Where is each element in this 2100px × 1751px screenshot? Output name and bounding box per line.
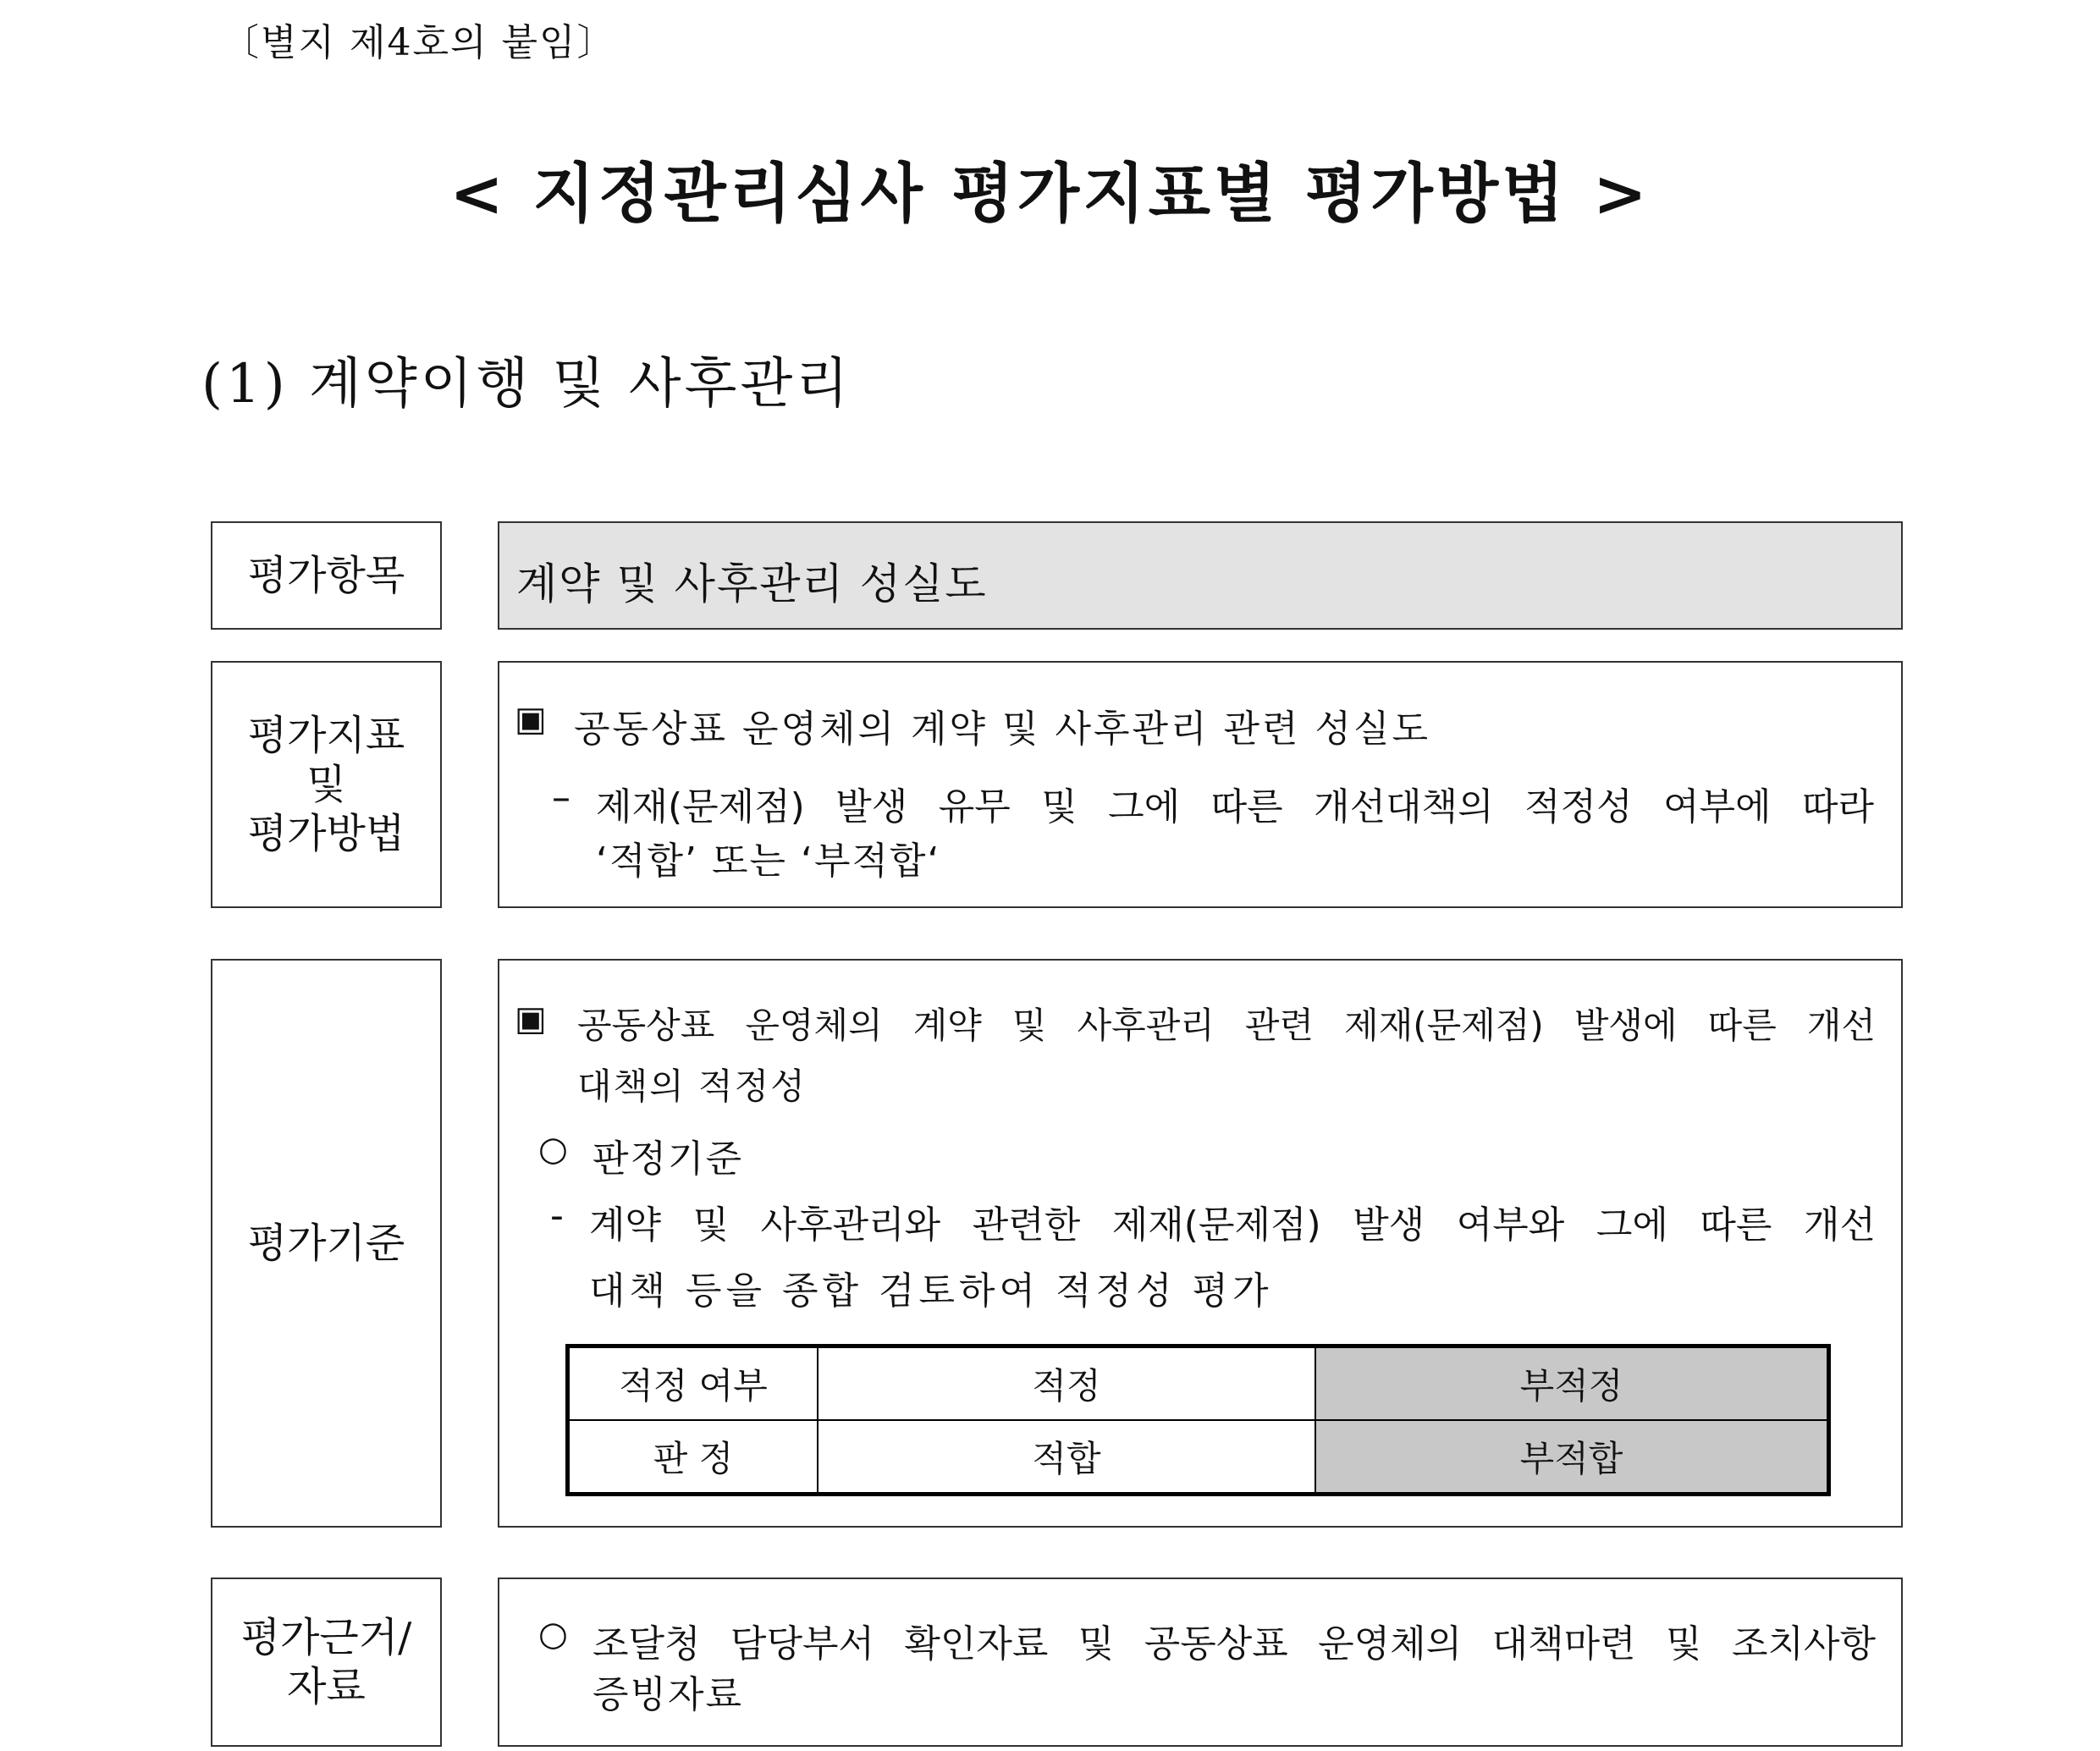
indicator-label-line3: 평가방법	[247, 810, 405, 857]
basis-label-line2: 자료	[287, 1663, 366, 1710]
table-row	[568, 1346, 1829, 1421]
indicator-label-cell	[211, 661, 442, 908]
criteria-detail-line2: 대책 등을 종합 검토하여 적정성 평가	[589, 1269, 1273, 1313]
circle-bullet-icon: ○	[538, 1615, 568, 1654]
indicator-line1: 제재(문제점) 발생 유무 및 그에 따른 개선대책의 적정성 여부에 따라	[596, 785, 1874, 829]
table-cell: 적합	[818, 1420, 1315, 1495]
table-header-cell: 적정 여부	[568, 1346, 819, 1421]
criteria-label-cell	[211, 959, 442, 1528]
item-label: 평가항목	[247, 552, 405, 599]
indicator-heading: 공동상표 운영체의 계약 및 사후관리 관련 성실도	[574, 708, 1430, 751]
criteria-sub-heading: 판정기준	[593, 1137, 744, 1181]
square-bullet-icon: ▣	[515, 999, 547, 1038]
table-header-cell: 판 정	[568, 1420, 819, 1495]
table-cell-shaded: 부적정	[1315, 1346, 1829, 1421]
attachment-label: 〔별지 제4호의 붙임〕	[222, 21, 616, 64]
basis-label-cell	[211, 1578, 442, 1747]
dash-marker: -	[550, 1194, 564, 1237]
basis-content-cell	[498, 1578, 1903, 1747]
item-label-cell	[211, 521, 442, 630]
criteria-heading-line1: 공동상표 운영체의 계약 및 사후관리 관련 제재(문제점) 발생에 따른 개선	[577, 1005, 1876, 1046]
table-cell: 적정	[818, 1346, 1315, 1421]
criteria-detail-line1: 계약 및 사후관리와 관련한 제재(문제점) 발생 여부와 그에 따른 개선	[589, 1203, 1876, 1247]
table-cell-shaded: 부적합	[1315, 1420, 1829, 1495]
item-value-cell	[498, 521, 1903, 630]
table-row	[568, 1420, 1829, 1495]
judgement-table	[565, 1344, 1831, 1496]
page-title: < 지정관리심사 평가지표별 평가방법 >	[449, 156, 1651, 231]
dash-marker: –	[552, 776, 570, 819]
basis-line1: 조달청 담당부서 확인자료 및 공동상표 운영체의 대책마련 및 조치사항	[593, 1622, 1876, 1666]
indicator-content-cell	[498, 661, 1903, 908]
section-title: (1) 계약이행 및 사후관리	[201, 353, 852, 416]
indicator-label-line1: 평가지표	[247, 712, 405, 759]
item-value: 계약 및 사후관리 성실도	[516, 559, 988, 608]
circle-bullet-icon: ○	[538, 1130, 568, 1169]
indicator-line2: ‘적합’ 또는 ‘부적합‘	[596, 840, 941, 883]
criteria-label: 평가기준	[247, 1220, 405, 1267]
basis-label-line1: 평가근거/	[240, 1614, 412, 1661]
indicator-label-line2: 및	[306, 761, 346, 808]
criteria-heading-line2: 대책의 적정성	[577, 1065, 807, 1107]
square-bullet-icon: ▣	[515, 700, 547, 739]
basis-line2: 증빙자료	[593, 1673, 744, 1716]
